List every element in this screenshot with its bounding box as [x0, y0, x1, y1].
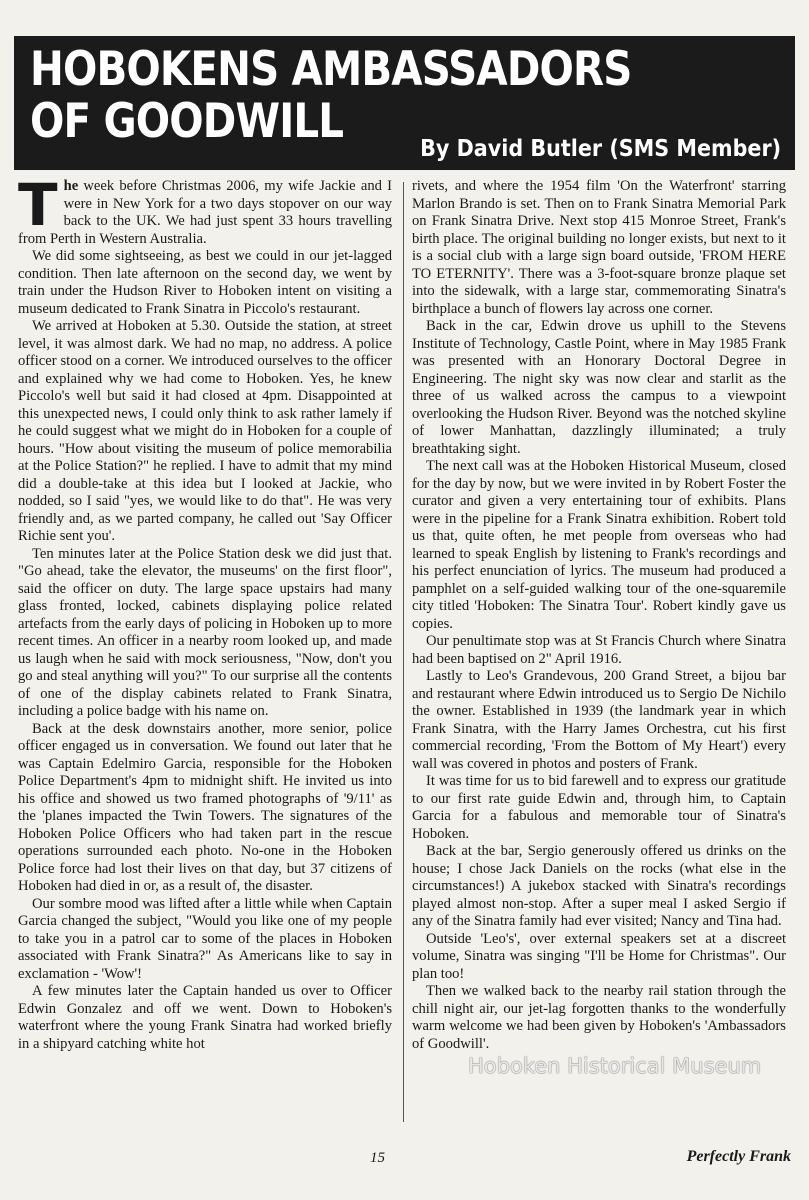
paragraph: Ten minutes later at the Police Station desk we did just that. "Go ahead, take the elevator, the museums' on the first floor", said the officer on duty. The large space upstairs had many glass fronted, locked, cabinets displaying police related artefacts from the early days of policing in Hoboken up to more recent times. An officer in a nearby room looked up, and made us laugh when he said with mock seriousness, "Now, don't you go and steal anything will you?" To our surprise all the contents of one of the display cabinets related to Frank Sinatra, including a police badge with his name on.: [18, 545, 392, 719]
paragraph: Outside 'Leo's', over external speakers set at a discreet volume, Sinatra was singing "I'll be Home for Christmas". Our plan too!: [412, 930, 786, 982]
paragraph: We arrived at Hoboken at 5.30. Outside the station, at street level, it was almost dark. We had no map, no address. A police officer stood on a corner. We introduced ourselves to the officer and explained why we had come to Hoboken. Yes, he knew Piccolo's well but said it had closed at 4pm. Disappointed at this unexpected news, I could only think to ask rather lamely if he could suggest what we might do in Hoboken for a couple of hours. "How about visiting the museum of police memorabilia at the Police Station?" he replied. I have to admit that my mind did a double-take at this idea but I looked at Jackie, who nodded, so I said "yes, we would like to do that". He was very friendly and, as we parted company, he called out 'Say Officer Richie sent you'.: [18, 318, 392, 544]
drop-cap: T: [18, 178, 58, 239]
column-divider: [403, 182, 404, 1122]
paragraph: A few minutes later the Captain handed us over to Officer Edwin Gonzalez and off we went. Down to Hoboken's waterfront where the young Frank Sinatra had worked briefly in a shipyard catching white hot: [18, 983, 392, 1052]
page-footer: [14, 1148, 795, 1174]
magazine-name: Perfectly Frank: [686, 1148, 791, 1165]
article-body: [14, 178, 795, 1128]
title-banner: [14, 36, 795, 170]
paragraph: Then we walked back to the nearby rail station through the chill night air, our jet-lag forgotten thanks to the wonderfully warm welcome we had been given by Hoboken's 'Ambassadors of Goodwill'.: [412, 983, 786, 1052]
magazine-page: [14, 36, 795, 1186]
right-column: [412, 178, 786, 1128]
paragraph: We did some sightseeing, as best we could in our jet-lagged condition. Then late afternoon on the second day, we went by train under the Hudson River to Hoboken intent on visiting a museum dedicated to Frank Sinatra in Piccolo's restaurant.: [18, 248, 392, 317]
paragraph: Back in the car, Edwin drove us uphill to the Stevens Institute of Technology, Castle Point, where in May 1985 Frank was presented with an Honorary Doctoral Degree in Engineering. The night sky was now clear and starlit as the three of us walked across the campus to a viewpoint overlooking the Hudson River. Beyond was the notched skyline of lower Manhattan, dazzlingly illuminated; a truly breathtaking sight.: [412, 318, 786, 457]
left-column: [18, 178, 392, 1128]
paragraph: Our sombre mood was lifted after a little while when Captain Garcia changed the subject, "Would you like one of my people to take you in a patrol car to some of the places in Hoboken associated with Frank Sinatra?" As Americans like to say in exclamation - 'Wow'!: [18, 895, 392, 982]
paragraph: Back at the bar, Sergio generously offered us drinks on the house; I chose Jack Daniels on the rocks (what else in the circumstances!) A jukebox stacked with Sinatra's recordings played almost non-stop. After a super meal I asked Sergio if any of the Sinatra family had ever visited; Nancy and Tina had.: [412, 843, 786, 929]
paragraph: rivets, and where the 1954 film 'On the Waterfront' starring Marlon Brando is set. Then on to Frank Sinatra Memorial Park on Frank Sinatra Drive. Next stop 415 Monroe Street, Frank's birth place. The original building no longer exists, but next to it is a social club with a large sign board outside, 'FROM HERE TO ETERNITY'. There was a 3-foot-square bronze plaque set into the sidewalk, with a large star, commemorating Sinatra's birthplace a bunch of flowers lay across one corner.: [412, 178, 786, 317]
paragraph: Back at the desk downstairs another, more senior, police officer engaged us in conversation. We found out later that he was Captain Edelmiro Garcia, responsible for the Hoboken Police Department's 4pm to midnight shift. He invited us into his office and showed us two framed photographs of '9/11' as the 'planes impacted the Twin Towers. The signatures of the Hoboken Police Officers who had taken part in the rescue operations surrounded each photo. No-one in the Hoboken Police force had lost their lives on that day, but 37 citizens of Hoboken had died in or, as a result of, the disaster.: [18, 720, 392, 894]
byline: By David Butler (SMS Member): [419, 136, 781, 162]
watermark: Hoboken Historical Museum: [468, 1054, 762, 1078]
paragraph: It was time for us to bid farewell and to express our gratitude to our first rate guide Edwin and, through him, to Captain Garcia for a fabulous and memorable tour of Sinatra's Hoboken.: [412, 773, 786, 842]
title-line-1: HOBOKENS AMBASSADORS: [30, 42, 632, 97]
paragraph: [18, 178, 392, 248]
lead-word: he: [63, 178, 79, 194]
paragraph-text: week before Christmas 2006, my wife Jackie and I were in New York for a two days stopover on our way back to the UK. We had just spent 33 hours travelling from Perth in Western Australia.: [18, 178, 392, 247]
title-line-2: OF GOODWILL: [30, 94, 344, 149]
article-title: [30, 44, 632, 148]
paragraph: Lastly to Leo's Grandevous, 200 Grand Street, a bijou bar and restaurant where Edwin introduced us to Sergio De Nichilo the owner. Established in 1939 (the landmark year in which Frank Sinatra, with the Harry James Orchestra, cut his first commercial recording, 'From the Bottom of My Heart') every wall was covered in photos and posters of Frank.: [412, 668, 786, 772]
paragraph: Our penultimate stop was at St Francis Church where Sinatra had been baptised on 2" April 1916.: [412, 633, 786, 667]
page-number: 15: [370, 1150, 385, 1166]
paragraph: The next call was at the Hoboken Historical Museum, closed for the day by now, but we were invited in by Robert Foster the curator and given a very entertaining tour of exhibits. Plans were in the pipeline for a Frank Sinatra exhibition. Robert told us that, quite often, he met people from overseas who had learned to speak English by listening to Frank's recordings and his perfect enunciation of lyrics. The museum had produced a pamphlet on a self-guided walking tour of the one-squaremile city titled 'Hoboken: The Sinatra Tour'. Robert kindly gave us copies.: [412, 458, 786, 632]
